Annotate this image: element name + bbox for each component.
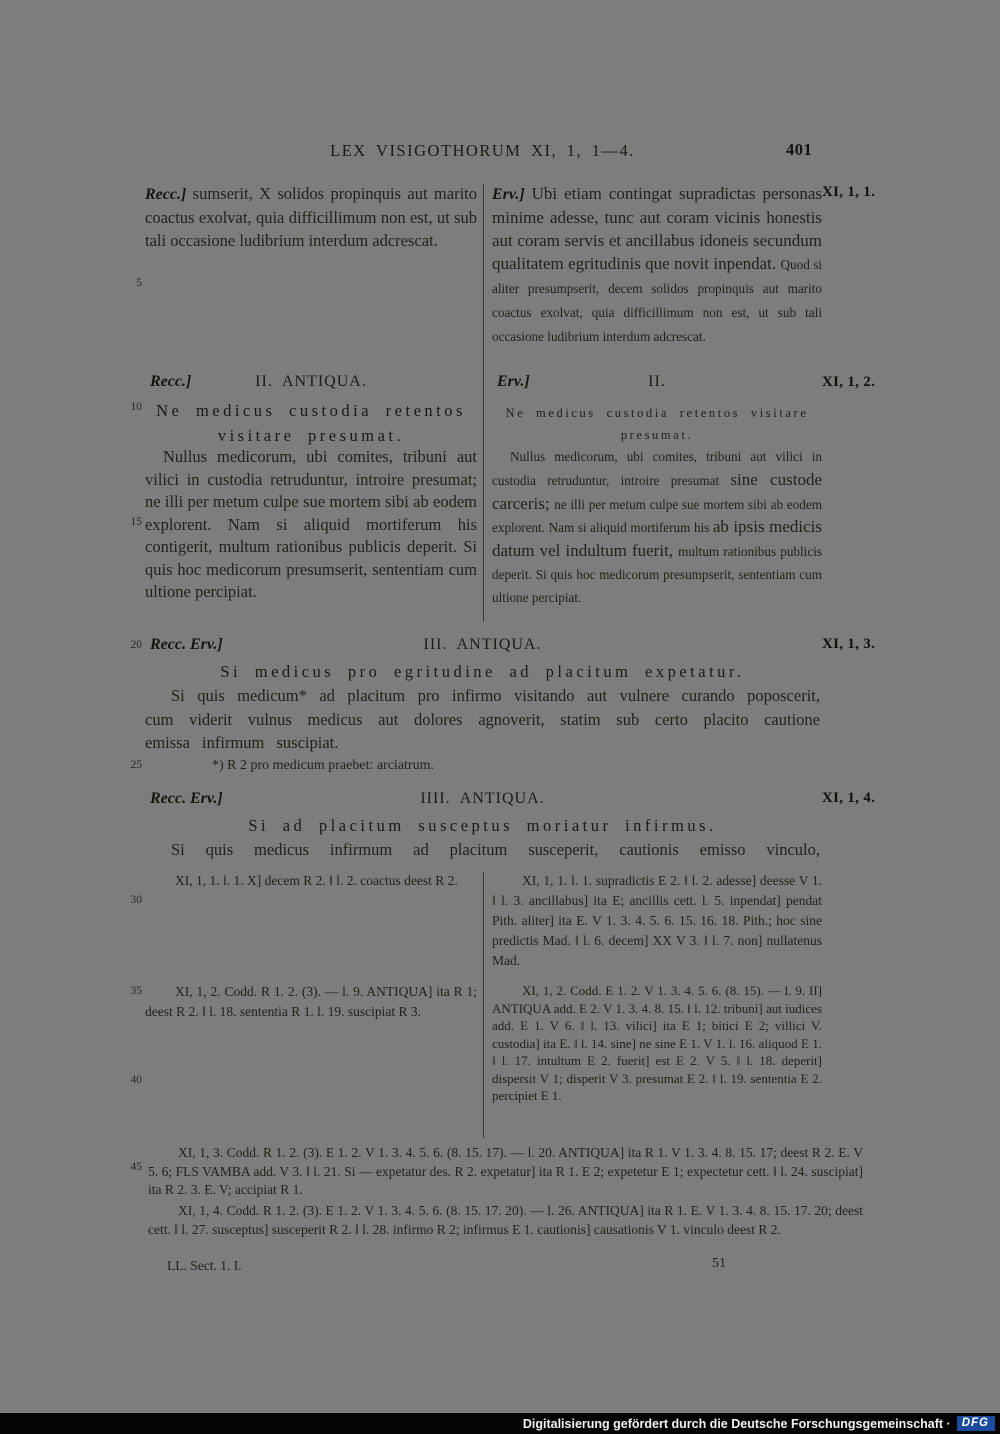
- line-number: 30: [130, 894, 142, 906]
- law-column-left: Nullus medicorum, ubi comites, tribuni aut vilici in custodia retruduntur, introire presumat; ne illi per metum culpe sue mortem sibi ab eodem explorent. Nam si aliquid mortiferum his contigerit, multum rationibus publicis deperit. Si quis hoc medicorum presumserit, sententiam cum ultione percipiat.: [145, 447, 477, 601]
- law-text-main: sine custode carceris;: [492, 469, 822, 513]
- law-text-main: Ubi etiam contingat supradictas personas minime adesse, tunc aut coram vicinis honestis aut coram servis et ancillabus idoneis secundum qualitatem egritudinis que novit inpendat.: [492, 184, 822, 273]
- law-column-left: [145, 182, 477, 252]
- redaction-label: Recc.]: [150, 373, 192, 390]
- line-number: 5: [136, 277, 142, 289]
- chapter-rubric: III. ANTIQUA.: [423, 636, 542, 653]
- apparatus-block: XI, 1, 4. Codd. R 1. 2. (3). E 1. 2. V 1. 3. 4. 5. 6. (8. 15. 17. 20). — l. 26. ANTIQUA] ita R 1. E. V 1. 3. 4. 8. 15. 17. 20; deest cett. ‖ l. 27. susceptus] susceperit R 2. ‖ l. 28. infirmo R 2; infirmus E 1. cautionis] causationis V 1. vinculo deest R 2.: [148, 1203, 863, 1237]
- margin-ref: XI, 1, 3.: [822, 636, 876, 652]
- redaction-label: Recc.]: [145, 186, 187, 203]
- law-text-petit: Nullus medicorum, ubi comites, tribuni aut vilici in custodia retruduntur, introire presumat: [492, 449, 822, 488]
- digitization-credit: Digitalisierung gefördert durch die Deutsche Forschungsgemeinschaft ·: [522, 1416, 951, 1431]
- apparatus-block: XI, 1, 2. Codd. R 1. 2. (3). — l. 9. ANTIQUA] ita R 1; deest R 2. ‖ l. 18. sententia R 1. l. 19. suscipiat R 3.: [145, 984, 477, 1019]
- line-number: 20: [130, 639, 142, 651]
- chapter-heading: Ne medicus custodia retentos visitare presumat.: [156, 401, 466, 445]
- law-text-petit: multum rationibus publicis deperit. Si quis hoc medicorum presumpserit, sententiam cum ultione percipiat.: [492, 544, 822, 605]
- chapter-rubric: IIII. ANTIQUA.: [420, 790, 545, 807]
- footer-signature: LL. Sect. 1. I.: [167, 1258, 242, 1273]
- redaction-label: Recc. Erv.]: [150, 636, 223, 653]
- running-title: LEX VISIGOTHORUM XI, 1, 1—4.: [330, 141, 635, 160]
- law-column-right: [492, 446, 822, 610]
- redaction-label: Erv.]: [492, 186, 525, 203]
- line-number: 25: [130, 759, 142, 771]
- margin-ref: XI, 1, 4.: [822, 790, 876, 806]
- law-text-petit: ne illi per metum culpe sue mortem sibi ab eodem explorent. Nam si aliquid mortiferum his: [492, 496, 822, 536]
- column-divider: [483, 184, 484, 622]
- line-number: 35: [130, 985, 142, 997]
- sheet-number: 51: [712, 1256, 726, 1271]
- law-text: sumserit, X solidos propinquis aut marito coactus exolvat, quia difficillimum non est, ut sub tali occasione ludibrium interdum adcrescat.: [145, 184, 477, 250]
- chapter-heading: Si medicus pro egritudine ad placitum expetatur.: [220, 662, 745, 681]
- redaction-label: Erv.]: [497, 373, 530, 390]
- law-paragraph: Si quis medicum* ad placitum pro infirmo visitando aut vulnere curando poposcerit, cum viderit vulnus medicus aut dolores agnoverit, statim sub certo placito cautione emissa infirmum suscipiat.: [145, 686, 820, 752]
- apparatus-block: XI, 1, 3. Codd. R 1. 2. (3). E 1. 2. V 1. 3. 4. 5. 6. (8. 15. 17). — l. 20. ANTIQUA] ita R 1. V 1. 3. 4. 8. 15. 17; deest R 2. E. V 5. 6; FLS VAMBA add. V 3. ‖ l. 21. Si — expetatur des. R 2. expetatur] ita R 1. E 2; expetetur E 1; expectetur cett. ‖ l. 24. suscipiat] ita R 2. 3. E. V; accipiat R 1.: [148, 1145, 863, 1197]
- law-text-petit: Quod si aliter presumpserit, decem solidos propinquis aut marito coactus exolvat, quia difficillimum non est, ut sub tali occasione ludibrium interdum adcrescat.: [492, 257, 822, 344]
- chapter-heading: Si ad placitum susceptus moriatur infirmus.: [248, 816, 717, 835]
- line-number: 10: [130, 401, 142, 413]
- apparatus-block: XI, 1, 1. l. 1. X] decem R 2. ‖ l. 2. coactus deest R 2.: [175, 873, 458, 888]
- redaction-label: Recc. Erv.]: [150, 790, 223, 807]
- line-number: 15: [130, 516, 142, 528]
- chapter-rubric: II.: [648, 373, 666, 390]
- chapter-heading: Ne medicus custodia retentos visitare presumat.: [505, 406, 809, 442]
- digitization-banner: [0, 1413, 1000, 1434]
- margin-ref: XI, 1, 2.: [822, 374, 876, 390]
- law-text-main: ab ipsis medicis datum vel indultum fuerit,: [492, 517, 822, 561]
- chapter-rubric: II. ANTIQUA.: [255, 373, 367, 390]
- dfg-logo: DFG: [957, 1416, 995, 1431]
- law-column-right: [492, 182, 822, 348]
- column-divider: [483, 872, 484, 1138]
- line-number: 40: [130, 1074, 142, 1086]
- line-number: 45: [130, 1161, 142, 1173]
- apparatus-block: XI, 1, 2. Codd. E 1. 2. V 1. 3. 4. 5. 6. (8. 15). — l. 9. II] ANTIQUA add. E 2. V 1. 3. 4. 8. 15. ‖ l. 12. tribuni] aut iudices add. E 1. V 6. ‖ l. 13. vilici] ita E 1; bitici E 2; villici V. custodia] ita E. ‖ l. 14. sine] ne sine E 1. V 1. l. 16. aliquod E 1. ‖ l. 17. intultum E 2. fuerit] est E 2. V 5. ‖ l. 18. deperit] dispersit V 1; disperit V 3. presumat E 2. ‖ l. 19. sententia E 2. percipiet E 1.: [492, 983, 822, 1103]
- law-paragraph: Si quis medicus infirmum ad placitum susceperit, cautionis emisso vinculo,: [171, 840, 820, 859]
- apparatus-block: XI, 1, 1. l. 1. supradictis E 2. ‖ l. 2. adesse] deesse V 1. ‖ l. 3. ancillabus] ita E; ancillis cett. l. 5. inpendat] pendat Pith. aliter] ita E. V 1. 3. 4. 5. 6. 15. 16. 18. Pith.; hoc sine predictis Mad. ‖ l. 6. decem] XX V 3. ‖ l. 7. non] nullatenus Mad.: [492, 873, 822, 968]
- page-number: 401: [786, 140, 813, 159]
- margin-ref: XI, 1, 1.: [822, 184, 876, 200]
- footnote: *) R 2 pro medicum praebet: arciatrum.: [212, 758, 434, 773]
